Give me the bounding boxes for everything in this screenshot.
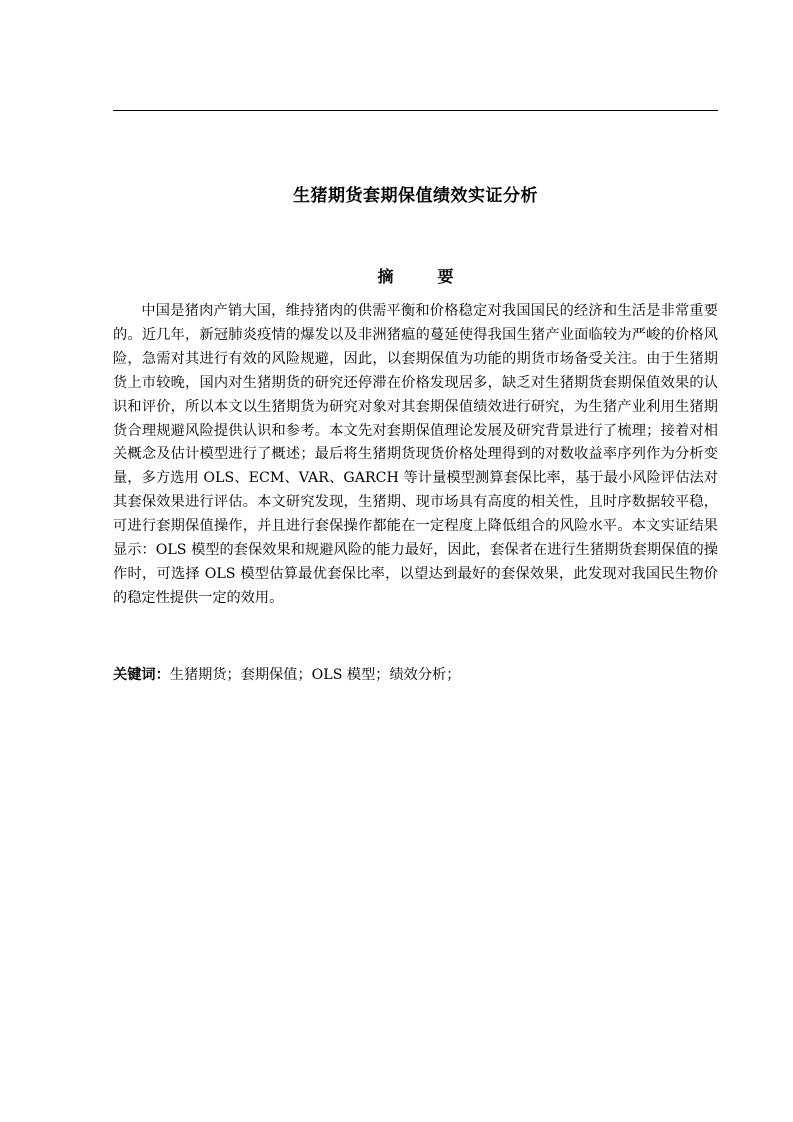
keywords-line — [113, 664, 718, 688]
abstract-body: 中国是猪肉产销大国，维持猪肉的供需平衡和价格稳定对我国国民的经济和生活是非常重要的。近几年，新冠肺炎疫情的爆发以及非洲猪瘟的蔓延使得我国生猪产业面临较为严峻的价格风险，急需对其进行有效的风险规避，因此，以套期保值为功能的期货市场备受关注。由于生猪期货上市较晚，国内对生猪期货的研究还停滞在价格发现居多，缺乏对生猪期货套期保值效果的认识和评价，所以本文以生猪期货为研究对象对其套期保值绩效进行研究，为生猪产业利用生猪期货合理规避风险提供认识和参考。本文先对套期保值理论发展及研究背景进行了梳理；接着对相关概念及估计模型进行了概述；最后将生猪期货现货价格处理得到的对数收益率序列作为分析变量，多方选用 OLS、ECM、VAR、GARCH 等计量模型测算套保比率，基于最小风险评估法对其套保效果进行评估。本文研究发现，生猪期、现市场具有高度的相关性，且时序数据较平稳，可进行套期保值操作，并且进行套保操作都能在一定程度上降低组合的风险水平。本文实证结果显示：OLS 模型的套保效果和规避风险的能力最好，因此，套保者在进行生猪期货套期保值的操作时，可选择 OLS 模型估算最优套保比率，以望达到最好的套保效果，此发现对我国民生物价的稳定性提供一定的效用。 — [113, 303, 718, 606]
keywords-label: 关键词： — [113, 667, 170, 683]
abstract-heading: 摘 要 — [377, 267, 468, 286]
paper-title: 生猪期货套期保值绩效实证分析 — [293, 186, 538, 206]
keywords-text: 生猪期货；套期保值；OLS 模型；绩效分析； — [169, 667, 461, 683]
header-rule — [113, 110, 718, 111]
